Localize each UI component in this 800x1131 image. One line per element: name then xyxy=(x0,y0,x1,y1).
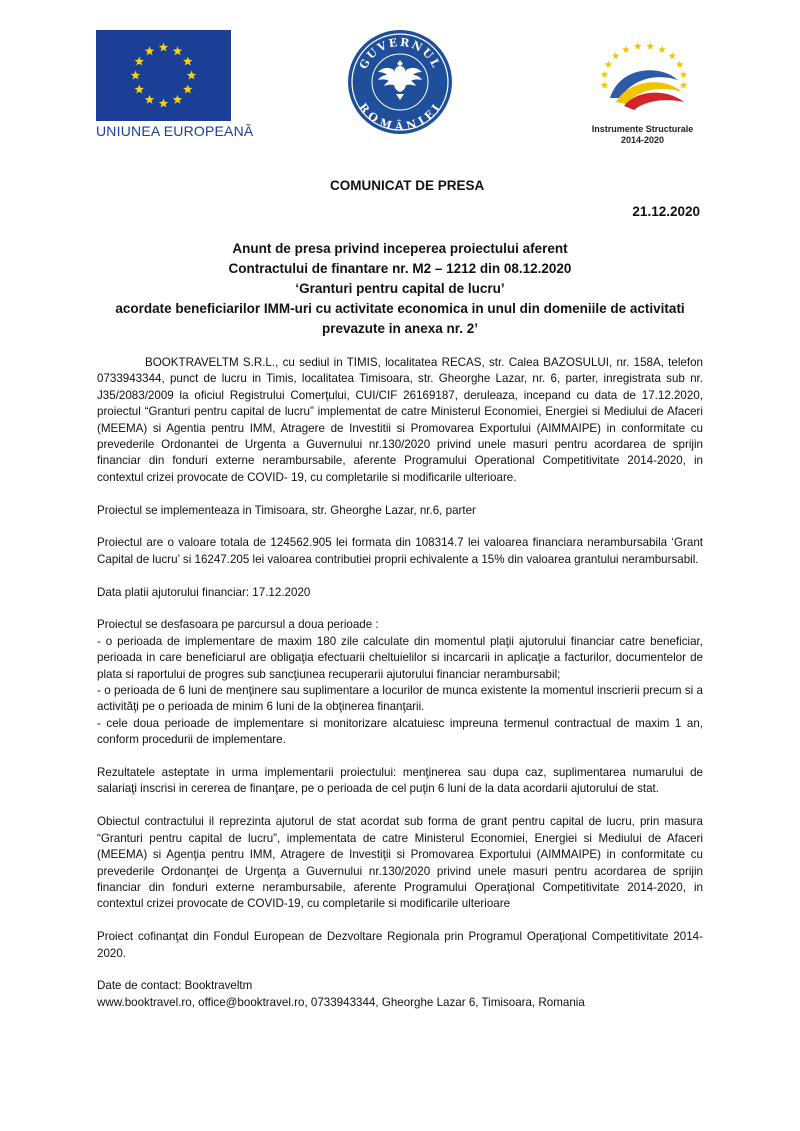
eu-star-icon xyxy=(131,71,141,80)
announcement-line-3: ‘Granturi pentru capital de lucru’ xyxy=(295,281,505,296)
eu-star-icon xyxy=(135,57,145,66)
eu-star-icon xyxy=(159,43,169,52)
is-star-icon xyxy=(601,81,609,88)
eu-star-icon xyxy=(183,57,193,66)
instrumente-structurale-logo xyxy=(580,36,705,148)
eu-star-icon xyxy=(173,95,183,104)
government-seal-icon xyxy=(346,28,454,136)
is-star-icon xyxy=(680,81,688,88)
is-star-icon xyxy=(646,42,654,49)
is-caption-line1: Instrumente Structurale xyxy=(591,124,694,134)
cofinancing-paragraph: Proiect cofinanţat din Fondul European de Dezvoltare Regionala prin Programul Operaţional Competitivitate 2014-2020. xyxy=(97,930,703,960)
announcement-line-1: Anunt de presa privind inceperea proiectului aferent xyxy=(232,241,568,256)
eu-star-icon xyxy=(159,99,169,108)
eu-star-icon xyxy=(145,46,155,55)
is-star-icon xyxy=(612,52,620,59)
periods-paragraph xyxy=(97,617,703,748)
objective-paragraph: Obiectul contractului il reprezinta ajutorul de stat acordat sub forma de grant pentru capital de lucru, prin masura “Granturi pentru capital de lucru”, implementata de catre Ministerul Economiei, Energiei si Mediului de Afaceri (MEEMA) si Agenţia pentru IMM, Atragere de Investiţii si Promovarea Exportului (AIMMAIPE) in conformitate cu prevederile Ordonanţei de Urgenţa a Guvernului nr.130/2020 privind unele masuri pentru acordarea de sprijin financiar din fonduri externe nerambursabile, aferente Programului Operaţional Competitivitate 2014-2020, in contextul crizei provocate de COVID-19, cu completarile si modificarile ulterioare xyxy=(97,815,703,911)
eu-flag-icon xyxy=(96,30,231,121)
gov-top-text: GUVERNUL xyxy=(356,35,444,72)
eu-stars xyxy=(97,31,230,120)
announcement-line-2: Contractului de finantare nr. M2 – 1212 din 08.12.2020 xyxy=(228,261,572,276)
is-star-icon xyxy=(658,46,666,53)
eu-caption: UNIUNEA EUROPEANĂ xyxy=(96,123,254,139)
instrumente-structurale-icon xyxy=(580,36,705,122)
period-item-2: - o perioada de 6 luni de menţinere sau suplimentare a locurilor de munca existente la momentul inscrierii precum si a activităţi pe o perioada de minim 6 luni de la obţinerea finanţarii. xyxy=(97,684,703,714)
payment-date-paragraph: Data platii ajutorului financiar: 17.12.2020 xyxy=(97,585,311,599)
location-paragraph: Proiectul se implementeaza in Timisoara, str. Gheorghe Lazar, nr.6, parter xyxy=(97,503,476,517)
press-release-heading: COMUNICAT DE PRESA xyxy=(330,178,485,193)
document-body xyxy=(97,355,703,1011)
eu-star-icon xyxy=(135,85,145,94)
eu-star-icon xyxy=(173,46,183,55)
announcement-line-5: prevazute in anexa nr. 2’ xyxy=(321,321,479,336)
is-star-icon xyxy=(668,52,676,59)
is-star-icon xyxy=(622,46,630,53)
is-star-icon xyxy=(676,61,684,68)
period-item-3: - cele doua perioade de implementare si monitorizare alcatuiesc impreuna termenul contractual de maxim 1 an, conform procedurii de implementare. xyxy=(97,716,703,747)
periods-intro: Proiectul se desfasoara pe parcursul a doua perioade : xyxy=(97,618,379,632)
is-caption-line2: 2014-2020 xyxy=(620,135,665,145)
romanian-government-logo xyxy=(346,28,454,136)
eu-star-icon xyxy=(187,71,197,80)
contact-label: Date de contact: Booktraveltm xyxy=(97,979,253,993)
announcement-title xyxy=(90,239,710,339)
press-release-date: 21.12.2020 xyxy=(632,204,700,219)
contact-paragraph xyxy=(97,978,703,1011)
company-paragraph: BOOKTRAVELTM S.R.L., cu sediul in TIMIS, localitatea RECAS, str. Calea BAZOSULUI, nr. 158A, telefon 0733943344, punct de lucru in Timis, localitatea Timisoara, str. Gheorghe Lazar, nr. 6, parter, inregistrata sub nr. J35/2083/2009 la oficiul Registrului Comerţului, CUI/CIF 26169187, deruleaza, incepand cu data de 17.12.2020, proiectul “Granturi pentru capital de lucru” implementat de catre Ministerul Economiei, Energiei si Mediului de Afaceri (MEEMA) si Agentia pentru IMM, Atragere de Investitii si Promovarea Exportului (AIMMAIPE) in conformitate cu prevederile Ordonantei de Urgenta a Guvernului nr.130/2020 privind unele masuri pentru acordarea de sprijin financiar din fonduri externe nerambursabile, aferente Programului Operational Competitivitate 2014-2020, in contextul crizei provocate de COVID- 19, cu completarile si modificarile ulterioare. xyxy=(97,356,703,484)
eu-star-icon xyxy=(145,95,155,104)
eu-star-icon xyxy=(183,85,193,94)
results-paragraph: Rezultatele asteptate in urma implementarii proiectului: menţinerea sau dupa caz, suplimentarea numarului de salariaţi inscrisi in cererea de finanţare, pe o perioada de cel puţin 6 luni de la data acordarii ajutorului de stat. xyxy=(97,766,703,796)
is-star-icon xyxy=(601,71,609,78)
period-item-1: - o perioada de implementare de maxim 180 zile calculate din momentul plaţii ajutorului financiar catre beneficiar, perioada in care beneficiarul are obligaţia efectuarii cheltuielilor si incarcarii in aplicaţie a facturilor, documentelor de plata si raportului de progres sub sancţiunea recuperarii ajutorului financiar nerambursabil; xyxy=(97,634,703,681)
gov-bottom-text: ROMÂNIEI xyxy=(356,100,444,134)
value-paragraph: Proiectul are o valoare totala de 124562.905 lei formata din 108314.7 lei valoarea financiara nerambursabila ‘Grant Capital de lucru’ si 16247.205 lei valoarea contributiei proprii echivalente a 15% din valoarea grantului nerambursabil. xyxy=(97,536,703,566)
eu-logo xyxy=(96,30,254,139)
is-star-icon xyxy=(605,61,613,68)
is-star-icon xyxy=(680,71,688,78)
announcement-line-4: acordate beneficiarilor IMM-uri cu activitate economica in unul din domeniile de activitati xyxy=(115,301,685,316)
contact-details: www.booktravel.ro, office@booktravel.ro, 0733943344, Gheorghe Lazar 6, Timisoara, Romania xyxy=(97,995,585,1009)
is-star-icon xyxy=(634,42,642,49)
is-caption xyxy=(580,124,705,146)
